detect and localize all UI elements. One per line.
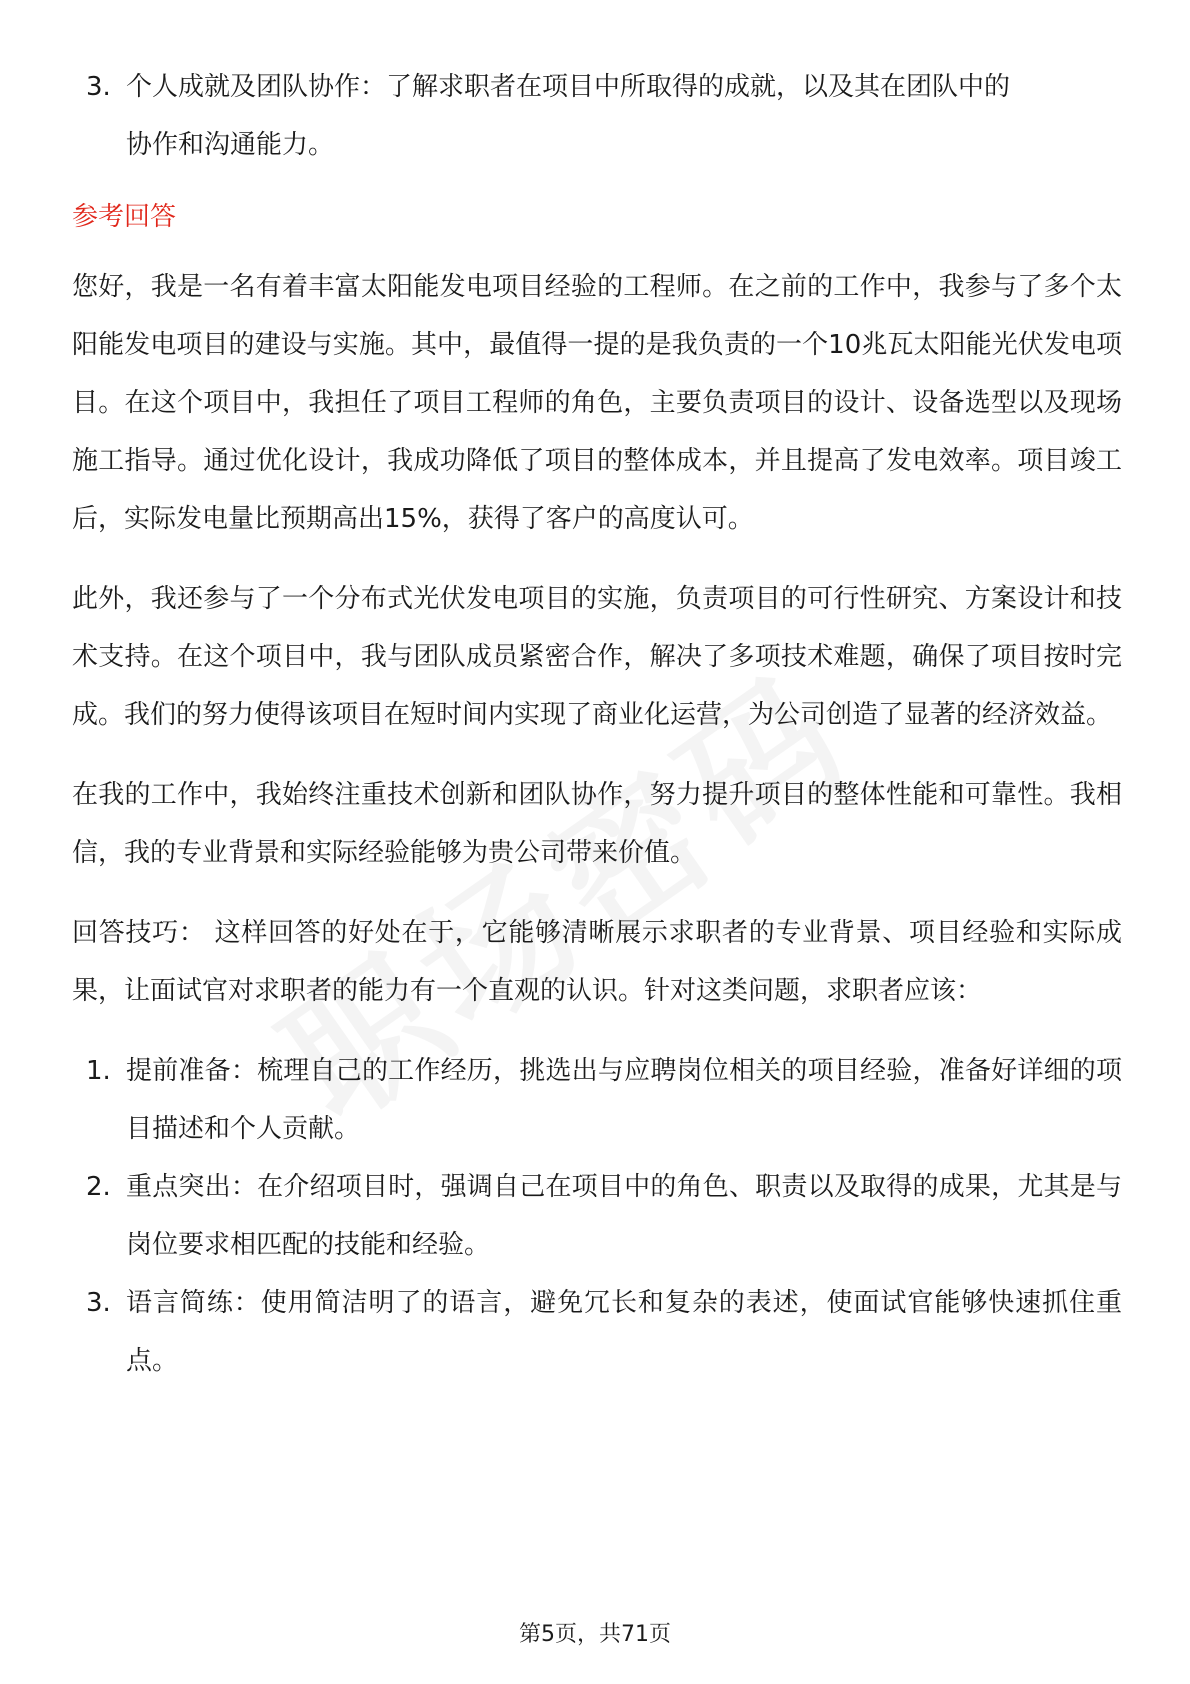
- top-numbered-list: [72, 58, 1122, 174]
- list-item-text: 语言简练：使用简洁明了的语言，避免冗长和复杂的表述，使面试官能够快速抓住重点。: [126, 1288, 1122, 1376]
- list-number: 1.: [86, 1056, 111, 1086]
- list-number: 3.: [86, 1288, 111, 1318]
- list-item-text: 提前准备：梳理自己的工作经历，挑选出与应聘岗位相关的项目经验，准备好详细的项目描述和个人贡献。: [126, 1056, 1122, 1144]
- list-item: [72, 58, 1122, 174]
- list-item: [72, 1042, 1122, 1158]
- list-item: [72, 1274, 1122, 1390]
- list-item-text: 个人成就及团队协作：了解求职者在项目中所取得的成就，以及其在团队中的: [126, 72, 1011, 102]
- paragraph: 此外，我还参与了一个分布式光伏发电项目的实施，负责项目的可行性研究、方案设计和技术支持。在这个项目中，我与团队成员紧密合作，解决了多项技术难题，确保了项目按时完成。我们的努力使得该项目在短时间内实现了商业化运营，为公司创造了显著的经济效益。: [72, 584, 1122, 730]
- page-content: [72, 58, 1122, 1390]
- list-item: [72, 1158, 1122, 1274]
- tips-intro-paragraph: 回答技巧： 这样回答的好处在于，它能够清晰展示求职者的专业背景、项目经验和实际成果，让面试官对求职者的能力有一个直观的认识。针对这类问题，求职者应该：: [72, 918, 1122, 1006]
- section-heading: 参考回答: [72, 202, 177, 232]
- paragraph: 您好，我是一名有着丰富太阳能发电项目经验的工程师。在之前的工作中，我参与了多个太阳能发电项目的建设与实施。其中，最值得一提的是我负责的一个10兆瓦太阳能光伏发电项目。在这个项目中，我担任了项目工程师的角色，主要负责项目的设计、设备选型以及现场施工指导。通过优化设计，我成功降低了项目的整体成本，并且提高了发电效率。项目竣工后，实际发电量比预期高出15%，获得了客户的高度认可。: [72, 272, 1122, 534]
- tips-numbered-list: [72, 1042, 1122, 1390]
- paragraph: 在我的工作中，我始终注重技术创新和团队协作，努力提升项目的整体性能和可靠性。我相信，我的专业背景和实际经验能够为贵公司带来价值。: [72, 780, 1122, 868]
- page-footer: 第5页，共71页: [519, 1622, 671, 1647]
- list-item-text: 重点突出：在介绍项目时，强调自己在项目中的角色、职责以及取得的成果，尤其是与岗位要求相匹配的技能和经验。: [126, 1172, 1122, 1260]
- list-number: 3.: [86, 72, 111, 102]
- list-item-text-continued: 协作和沟通能力。: [126, 130, 335, 160]
- list-number: 2.: [86, 1172, 111, 1202]
